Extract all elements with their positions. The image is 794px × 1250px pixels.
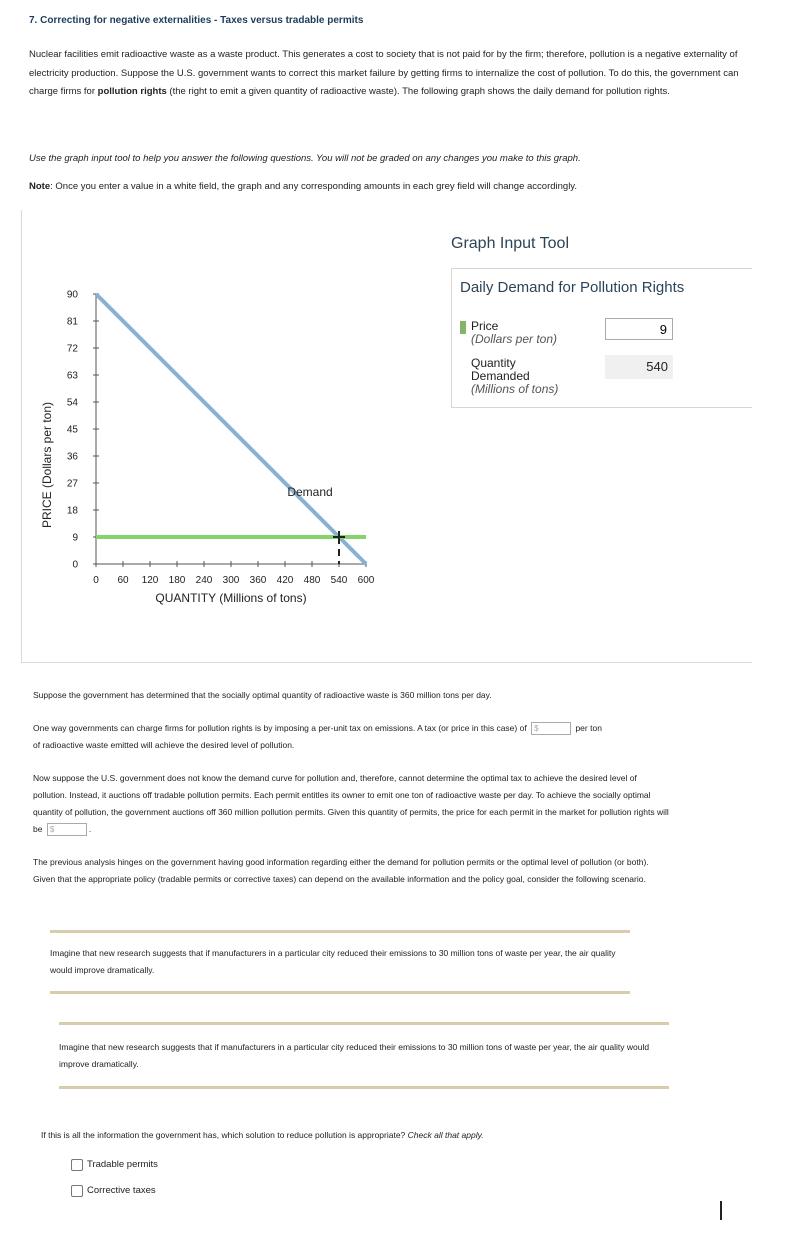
policy-question-hint: Check all that apply.	[407, 1130, 484, 1140]
x-tick-label: 180	[168, 575, 186, 586]
quantity-label-group	[471, 357, 558, 396]
y-tick-label: 18	[66, 505, 78, 517]
policy-question-text: If this is all the information the government has, which solution to reduce pollution is appropriate?	[41, 1130, 406, 1140]
demand-curve	[96, 294, 366, 564]
y-tick-label: 81	[66, 316, 78, 328]
chart-ticks	[67, 290, 375, 587]
y-tick-label: 0	[72, 559, 78, 571]
graph-input-tool-title: Graph Input Tool	[451, 235, 570, 252]
intro-paragraph	[29, 46, 754, 102]
optimal-quantity-text: Suppose the government has determined that the socially optimal quantity of radioactive waste is 360 million tons per day.	[33, 690, 492, 700]
price-input[interactable]	[605, 318, 673, 340]
intro-bold-term: pollution rights	[97, 86, 167, 97]
quantity-unit: (Millions of tons)	[471, 382, 559, 396]
x-tick-label: 360	[249, 575, 267, 586]
demand-curve-label: Demand	[287, 485, 333, 499]
tax-question-unit: per ton	[575, 723, 602, 733]
tradable-permits-checkbox[interactable]	[71, 1159, 83, 1171]
note	[29, 178, 754, 197]
text-cursor	[720, 1201, 722, 1220]
quantity-demanded-value: 540	[605, 355, 673, 379]
separator	[50, 991, 630, 994]
corrective-taxes-label: Corrective taxes	[87, 1185, 156, 1196]
y-tick-label: 27	[66, 478, 78, 490]
demand-chart	[30, 280, 390, 610]
tax-question-text: One way governments can charge firms for pollution rights is by imposing a per-unit tax on emissions. A tax (or price in this case) of	[33, 723, 527, 733]
price-label: Price	[471, 319, 499, 333]
permits-question-end: .	[88, 824, 92, 834]
graph-input-tool-subtitle: Daily Demand for Pollution Rights	[460, 279, 685, 296]
price-label-group	[471, 320, 557, 346]
y-tick-label: 72	[66, 343, 78, 355]
y-tick-label: 36	[66, 451, 78, 463]
x-tick-label: 480	[303, 575, 321, 586]
y-axis-label: PRICE (Dollars per ton)	[40, 401, 54, 529]
corrective-taxes-checkbox[interactable]	[71, 1185, 83, 1197]
x-tick-label: 540	[330, 575, 348, 586]
scenario-text-1: Imagine that new research suggests that if manufacturers in a particular city reduced their emissions to 30 million tons of waste per year, the air quality would improve dramatically.	[50, 948, 616, 975]
separator	[59, 1022, 669, 1025]
policy-question	[41, 1126, 741, 1145]
price-color-swatch	[460, 321, 466, 334]
note-text: : Once you enter a value in a white field, the graph and any corresponding amounts in each grey field will change accordingly.	[50, 181, 577, 192]
x-tick-label: 600	[357, 575, 375, 586]
instructions: Use the graph input tool to help you answer the following questions. You will not be graded on any changes you make to this graph.	[29, 153, 581, 164]
y-tick-label: 63	[66, 370, 78, 382]
intro-text-1: Nuclear facilities emit radioactive waste as a waste product. This generates a cost to society that is not paid for by the firm; therefore, pollution is a negative externality of electricity production. Suppose the U.S. government wants to correct this market failure by getting firms to internalize the cost of pollution. To do this, the government can charge firms for	[29, 49, 739, 97]
y-tick-label: 54	[66, 397, 78, 409]
chart-lines	[96, 294, 366, 564]
note-label: Note	[29, 181, 51, 192]
tax-question	[33, 720, 753, 754]
price-unit: (Dollars per ton)	[471, 332, 558, 346]
x-tick-label: 240	[195, 575, 213, 586]
analysis-paragraph: The previous analysis hinges on the government having good information regarding either the demand for pollution permits or the optimal level of pollution (or both). Given that the appropriate policy (tradable permits or corrective taxes) can depend on the available information and the policy goal, consider the following scenario.	[33, 857, 649, 884]
x-tick-label: 420	[276, 575, 294, 586]
y-tick-label: 9	[72, 532, 78, 544]
x-tick-label: 60	[117, 575, 129, 586]
y-tick-label: 45	[66, 424, 78, 436]
x-tick-label: 0	[93, 575, 99, 586]
tax-answer-input[interactable]: $	[531, 722, 571, 735]
scenario-text-2: Imagine that new research suggests that if manufacturers in a particular city reduced their emissions to 30 million tons of waste per year, the air quality would improve dramatically.	[59, 1042, 650, 1069]
permits-question	[33, 770, 673, 838]
quantity-label: Quantity	[471, 356, 516, 370]
intro-text-2: (the right to emit a given quantity of radioactive waste). The following graph shows the daily demand for pollution rights.	[166, 86, 670, 97]
permit-price-input[interactable]: $	[47, 823, 87, 836]
question-title: 7. Correcting for negative externalities - Taxes versus tradable permits	[29, 15, 364, 26]
separator	[59, 1086, 669, 1089]
quantity-label-2: Demanded	[471, 369, 530, 383]
x-tick-label: 120	[141, 575, 159, 586]
x-tick-label: 300	[222, 575, 240, 586]
y-tick-label: 90	[66, 289, 78, 301]
separator	[50, 930, 630, 933]
tradable-permits-label: Tradable permits	[87, 1159, 158, 1170]
tax-question-text-2: of radioactive waste emitted will achieve the desired level of pollution.	[33, 740, 295, 750]
x-axis-label: QUANTITY (Millions of tons)	[155, 591, 307, 605]
permits-question-text: Now suppose the U.S. government does not know the demand curve for pollution and, therefore, cannot determine the optimal tax to achieve the desired level of pollution. Instead, it auctions off tradable pollution permits. Each permit entitles its owner to emit one ton of radioactive waste per day. To achieve the socially optimal quantity of pollution, the government auctions off 360 million pollution permits. Given this quantity of permits, the price for each permit in the market for pollution rights will be	[33, 773, 669, 834]
